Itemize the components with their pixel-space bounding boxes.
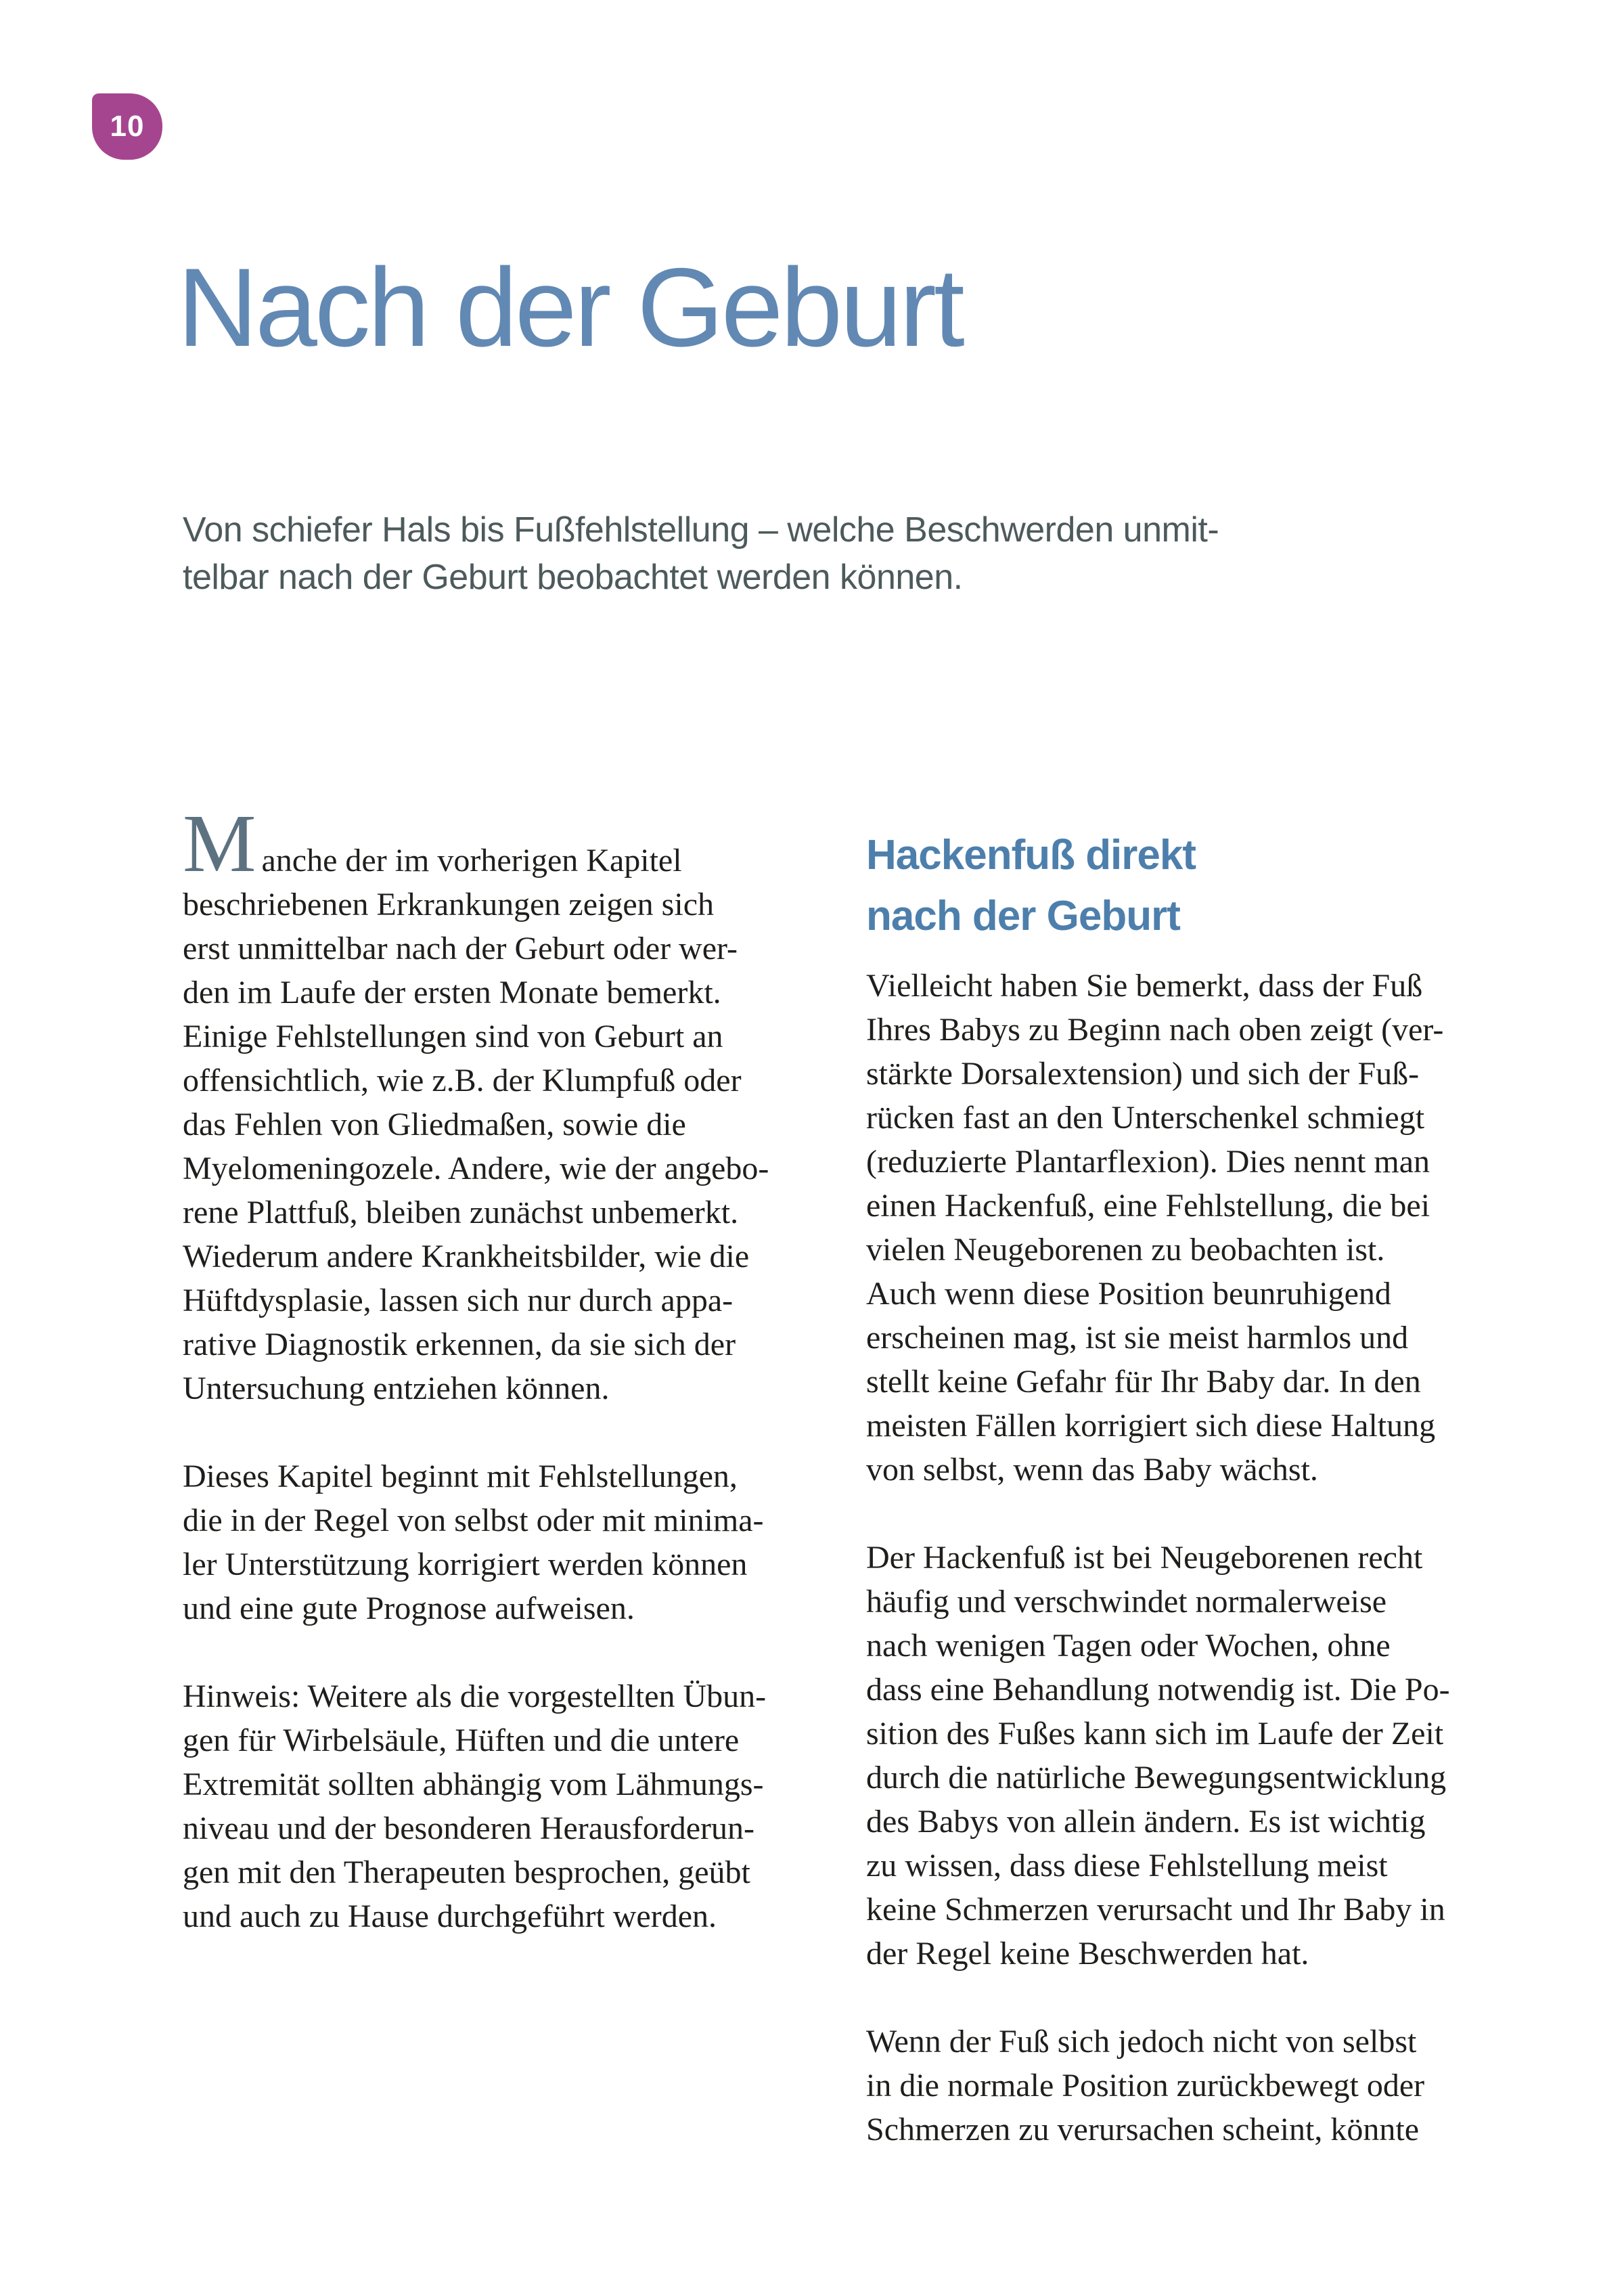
text-line: Vielleicht haben Sie bemerkt, dass der Fuß [866,968,1423,1004]
text-line: vielen Neugeborenen zu beobachten ist. [866,1232,1385,1268]
text-line: durch die natürliche Bewegungsentwicklung [866,1760,1447,1796]
page-number: 10 [110,110,145,143]
text-line: einen Hackenfuß, eine Fehlstellung, die bei [866,1188,1430,1224]
text-line: Wenn der Fuß sich jedoch nicht von selbst [866,2024,1417,2060]
right-column-paragraphs [866,964,1529,2152]
text-line: Manche der im vorherigen Kapitel [183,798,682,889]
text-line: Myelomeningozele. Andere, wie der angebo- [183,1151,769,1186]
right-column [866,825,1529,2152]
text-line: der Regel keine Beschwerden hat. [866,1936,1309,1972]
text-line: sition des Fußes kann sich im Laufe der Zeit [866,1716,1444,1752]
text-line: Dieses Kapitel beginnt mit Fehlstellungen, [183,1459,738,1494]
text-line: stärkte Dorsalextension) und sich der Fuß- [866,1056,1420,1092]
text-line: nach der Geburt [866,893,1180,939]
text-line: Hüftdysplasie, lassen sich nur durch appa- [183,1283,734,1318]
text-line: den im Laufe der ersten Monate bemerkt. [183,975,721,1010]
drop-cap: M [183,798,256,889]
text-line: Extremität sollten abhängig vom Lähmungs- [183,1766,764,1802]
page-number-badge [92,93,162,160]
chapter-title: Nach der Geburt [177,245,962,370]
text-line: gen mit den Therapeuten besprochen, geübt [183,1854,750,1890]
left-column [183,798,792,1938]
text-line: Hinweis: Weitere als die vorgestellten Übun- [183,1678,767,1714]
chapter-subtitle [183,506,1219,601]
text-line: und auch zu Hause durchgeführt werden. [183,1898,717,1934]
text-line: stellt keine Gefahr für Ihr Baby dar. In den [866,1364,1421,1400]
text-line: Von schiefer Hals bis Fußfehlstellung – welche Beschwerden unmit- [183,510,1219,550]
text-line: von selbst, wenn das Baby wächst. [866,1452,1318,1488]
text-line: beschriebenen Erkrankungen zeigen sich [183,887,714,922]
text-line: ler Unterstützung korrigiert werden können [183,1546,748,1582]
text-line: Untersuchung entziehen können. [183,1371,610,1406]
text-line: Schmerzen zu verursachen scheint, könnte [866,2112,1420,2147]
paragraph [183,798,792,1410]
text-line: Einige Fehlstellungen sind von Geburt an [183,1019,723,1054]
text-line: Ihres Babys zu Beginn nach oben zeigt (ver- [866,1012,1444,1048]
text-line: meisten Fällen korrigiert sich diese Haltung [866,1408,1436,1444]
text-line: Hackenfuß direkt [866,832,1196,878]
text-line: in die normale Position zurückbewegt oder [866,2068,1425,2103]
text-line: rative Diagnostik erkennen, da sie sich der [183,1327,736,1362]
text-line: niveau und der besonderen Herausforderun- [183,1810,754,1846]
text-line: und eine gute Prognose aufweisen. [183,1590,635,1626]
text-line: zu wissen, dass diese Fehlstellung meist [866,1848,1388,1884]
text-line: des Babys von allein ändern. Es ist wichtig [866,1804,1426,1840]
text-line: die in der Regel von selbst oder mit minima- [183,1502,764,1538]
paragraph [866,964,1529,1492]
text-line: Der Hackenfuß ist bei Neugeborenen recht [866,1540,1423,1576]
text-line: (reduzierte Plantarflexion). Dies nennt man [866,1144,1430,1180]
text-line: erst unmittelbar nach der Geburt oder wer- [183,931,738,966]
text-line: nach wenigen Tagen oder Wochen, ohne [866,1628,1391,1664]
text-line: rene Plattfuß, bleiben zunächst unbemerkt. [183,1195,739,1230]
text-line: erscheinen mag, ist sie meist harmlos und [866,1320,1409,1356]
paragraph [866,1536,1529,1976]
paragraph [183,1674,792,1938]
text-line: Wiederum andere Krankheitsbilder, wie die [183,1239,750,1274]
text-line: das Fehlen von Gliedmaßen, sowie die [183,1107,686,1142]
text-line: offensichtlich, wie z.B. der Klumpfuß oder [183,1063,742,1098]
text-line: häufig und verschwindet normalerweise [866,1584,1387,1620]
text-line: Auch wenn diese Position beunruhigend [866,1276,1391,1312]
left-column-paragraphs [183,798,792,1938]
text-line: keine Schmerzen verursacht und Ihr Baby in [866,1892,1445,1928]
section-heading [866,825,1529,947]
text-line: telbar nach der Geburt beobachtet werden können. [183,558,963,597]
text-line: dass eine Behandlung notwendig ist. Die Po- [866,1672,1450,1708]
paragraph [183,1454,792,1630]
text-line: rücken fast an den Unterschenkel schmiegt [866,1100,1425,1136]
paragraph [866,2020,1529,2152]
text-line: gen für Wirbelsäule, Hüften und die untere [183,1722,740,1758]
